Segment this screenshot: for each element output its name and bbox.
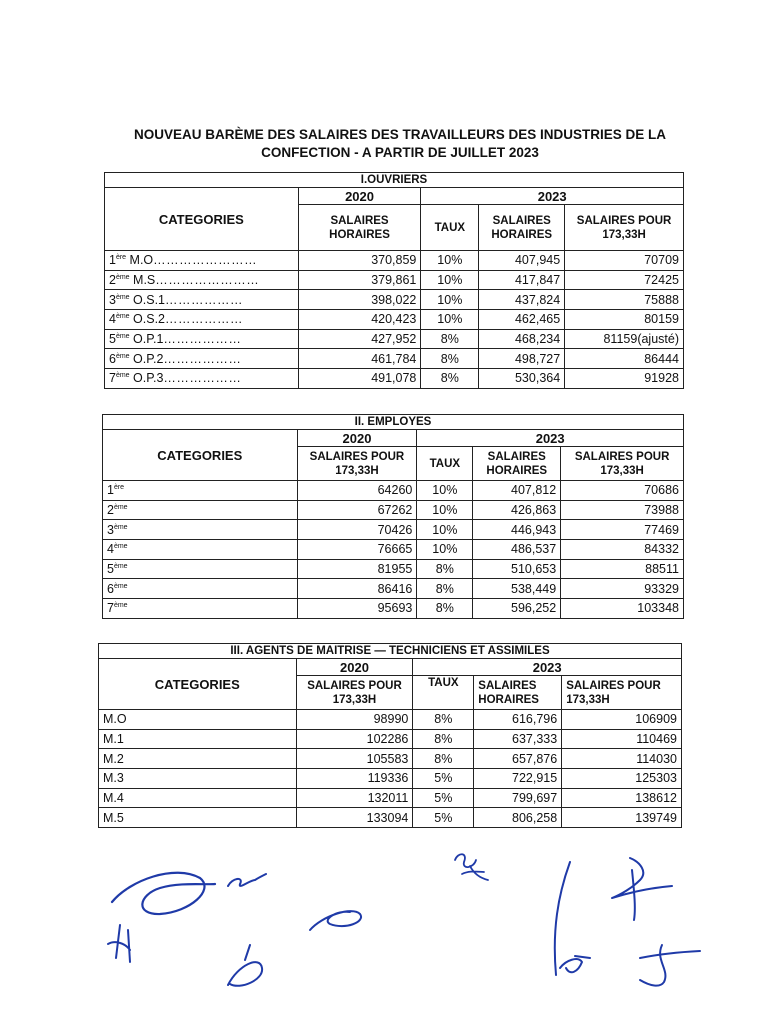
header-salaires-horaires-2023: SALAIRES HORAIRES [473,447,561,481]
signature-8 [640,945,700,986]
taux-value: 8% [413,749,474,769]
table-row [103,540,684,560]
header-categories: CATEGORIES [103,430,298,481]
salaire-2023: 81159(ajusté) [565,329,684,349]
horaire-2023: 407,945 [479,251,565,271]
salaire-2023: 106909 [562,710,682,730]
signature-1 [112,873,266,914]
header-salaires-2020: SALAIRES POUR 173,33H [296,676,413,710]
category-cell: M.1 [99,729,297,749]
category-cell: 7ème [103,599,298,619]
horaire-2023: 498,727 [479,349,565,369]
category-cell: 5ème O.P.1……………… [105,329,299,349]
header-year-2023: 2023 [417,430,684,447]
category-cell: 1ère M.O…………………… [105,251,299,271]
category-cell: 7ème O.P.3……………… [105,369,299,389]
category-cell: 2ème M.S…………………… [105,270,299,290]
table-ouvriers [104,172,684,389]
salaire-2023: 70709 [565,251,684,271]
taux-value: 8% [417,599,473,619]
value-2020: 105583 [296,749,413,769]
table-row [105,290,684,310]
signature-3 [310,911,361,930]
category-cell: M.5 [99,808,297,828]
salaire-2023: 86444 [565,349,684,369]
value-2020: 491,078 [298,369,421,389]
taux-value: 10% [421,310,479,330]
value-2020: 379,861 [298,270,421,290]
horaire-2023: 437,824 [479,290,565,310]
taux-value: 10% [417,540,473,560]
horaire-2023: 446,943 [473,520,561,540]
header-year-2020: 2020 [296,659,413,676]
taux-value: 5% [413,808,474,828]
value-2020: 95693 [297,599,417,619]
signature-5 [455,854,488,880]
table-agents-maitrise [98,643,682,828]
taux-value: 10% [421,251,479,271]
header-categories: CATEGORIES [105,188,299,251]
taux-value: 8% [413,710,474,730]
category-cell: 3ème O.S.1……………… [105,290,299,310]
value-2020: 427,952 [298,329,421,349]
horaire-2023: 799,697 [474,788,562,808]
salaire-2023: 114030 [562,749,682,769]
header-salaires-horaires-2023: SALAIRES HORAIRES [474,676,562,710]
salaire-2023: 80159 [565,310,684,330]
taux-value: 8% [421,329,479,349]
table-row [99,729,682,749]
horaire-2023: 407,812 [473,481,561,501]
document-title [60,126,740,162]
header-taux: TAUX [417,447,473,481]
table-row [103,481,684,501]
signature-6 [555,862,590,975]
salaire-2023: 70686 [561,481,684,501]
header-year-2020: 2020 [298,188,421,205]
header-year-2020: 2020 [297,430,417,447]
horaire-2023: 417,847 [479,270,565,290]
salaire-2023: 110469 [562,729,682,749]
value-2020: 132011 [296,788,413,808]
salaire-2023: 91928 [565,369,684,389]
salaire-2023: 73988 [561,500,684,520]
signatures-area [0,840,768,1024]
title-line-1: NOUVEAU BARÈME DES SALAIRES DES TRAVAILLEURS DES INDUSTRIES DE LA [133,127,667,142]
salaire-2023: 88511 [561,559,684,579]
table-row [103,579,684,599]
value-2020: 81955 [297,559,417,579]
value-2020: 98990 [296,710,413,730]
category-cell: M.4 [99,788,297,808]
value-2020: 76665 [297,540,417,560]
table-row [99,710,682,730]
value-2020: 70426 [297,520,417,540]
header-salaires-pour-2023: SALAIRES POUR 173,33H [561,447,684,481]
taux-value: 5% [413,769,474,789]
taux-value: 10% [417,520,473,540]
signature-4 [228,945,262,986]
taux-value: 8% [413,729,474,749]
header-salaires-horaires-2023: SALAIRES HORAIRES [479,205,565,251]
horaire-2023: 530,364 [479,369,565,389]
salaire-2023: 84332 [561,540,684,560]
category-cell: 3ème [103,520,298,540]
salaire-2023: 77469 [561,520,684,540]
salaire-2023: 75888 [565,290,684,310]
category-cell: 6ème O.P.2……………… [105,349,299,369]
taux-value: 10% [417,500,473,520]
value-2020: 420,423 [298,310,421,330]
horaire-2023: 806,258 [474,808,562,828]
horaire-2023: 657,876 [474,749,562,769]
salaire-2023: 125303 [562,769,682,789]
header-year-2023: 2023 [421,188,684,205]
table-row [103,559,684,579]
header-year-2023: 2023 [413,659,682,676]
salaire-2023: 139749 [562,808,682,828]
section-title: II. EMPLOYES [103,415,684,430]
value-2020: 64260 [297,481,417,501]
header-salaires-pour-2023: SALAIRES POUR 173,33H [565,205,684,251]
header-salaires-2020: SALAIRES HORAIRES [298,205,421,251]
value-2020: 133094 [296,808,413,828]
table-employes [102,414,684,619]
value-2020: 67262 [297,500,417,520]
signature-2 [108,925,130,962]
category-cell: 4ème [103,540,298,560]
value-2020: 461,784 [298,349,421,369]
value-2020: 86416 [297,579,417,599]
signature-7 [612,858,672,920]
taux-value: 8% [417,579,473,599]
category-cell: M.O [99,710,297,730]
salaire-2023: 93329 [561,579,684,599]
section-title: III. AGENTS DE MAITRISE — TECHNICIENS ET ASSIMILES [99,644,682,659]
table-row [105,329,684,349]
table-row [99,769,682,789]
salaire-2023: 72425 [565,270,684,290]
header-taux: TAUX [413,676,474,710]
horaire-2023: 596,252 [473,599,561,619]
header-salaires-pour-2023: SALAIRES POUR 173,33H [562,676,682,710]
value-2020: 119336 [296,769,413,789]
horaire-2023: 486,537 [473,540,561,560]
taux-value: 8% [421,369,479,389]
horaire-2023: 510,653 [473,559,561,579]
category-cell: 5ème [103,559,298,579]
category-cell: M.2 [99,749,297,769]
category-cell: 4ème O.S.2……………… [105,310,299,330]
section-title: I.OUVRIERS [105,173,684,188]
salaire-2023: 103348 [561,599,684,619]
table-row [99,788,682,808]
horaire-2023: 616,796 [474,710,562,730]
horaire-2023: 637,333 [474,729,562,749]
table-row [103,599,684,619]
table-row [105,369,684,389]
category-cell: 6ème [103,579,298,599]
category-cell: M.3 [99,769,297,789]
salaire-2023: 138612 [562,788,682,808]
category-cell: 1ère [103,481,298,501]
table-row [103,500,684,520]
table-row [99,749,682,769]
taux-value: 10% [417,481,473,501]
horaire-2023: 462,465 [479,310,565,330]
table-row [105,349,684,369]
horaire-2023: 722,915 [474,769,562,789]
value-2020: 102286 [296,729,413,749]
category-cell: 2ème [103,500,298,520]
table-row [105,310,684,330]
horaire-2023: 468,234 [479,329,565,349]
value-2020: 370,859 [298,251,421,271]
header-salaires-2020: SALAIRES POUR 173,33H [297,447,417,481]
header-taux: TAUX [421,205,479,251]
table-row [105,270,684,290]
value-2020: 398,022 [298,290,421,310]
table-row [105,251,684,271]
taux-value: 5% [413,788,474,808]
horaire-2023: 538,449 [473,579,561,599]
taux-value: 8% [421,349,479,369]
taux-value: 10% [421,290,479,310]
table-row [99,808,682,828]
horaire-2023: 426,863 [473,500,561,520]
taux-value: 10% [421,270,479,290]
table-row [103,520,684,540]
title-line-2: CONFECTION - A PARTIR DE JUILLET 2023 [261,145,539,160]
taux-value: 8% [417,559,473,579]
header-categories: CATEGORIES [99,659,297,710]
